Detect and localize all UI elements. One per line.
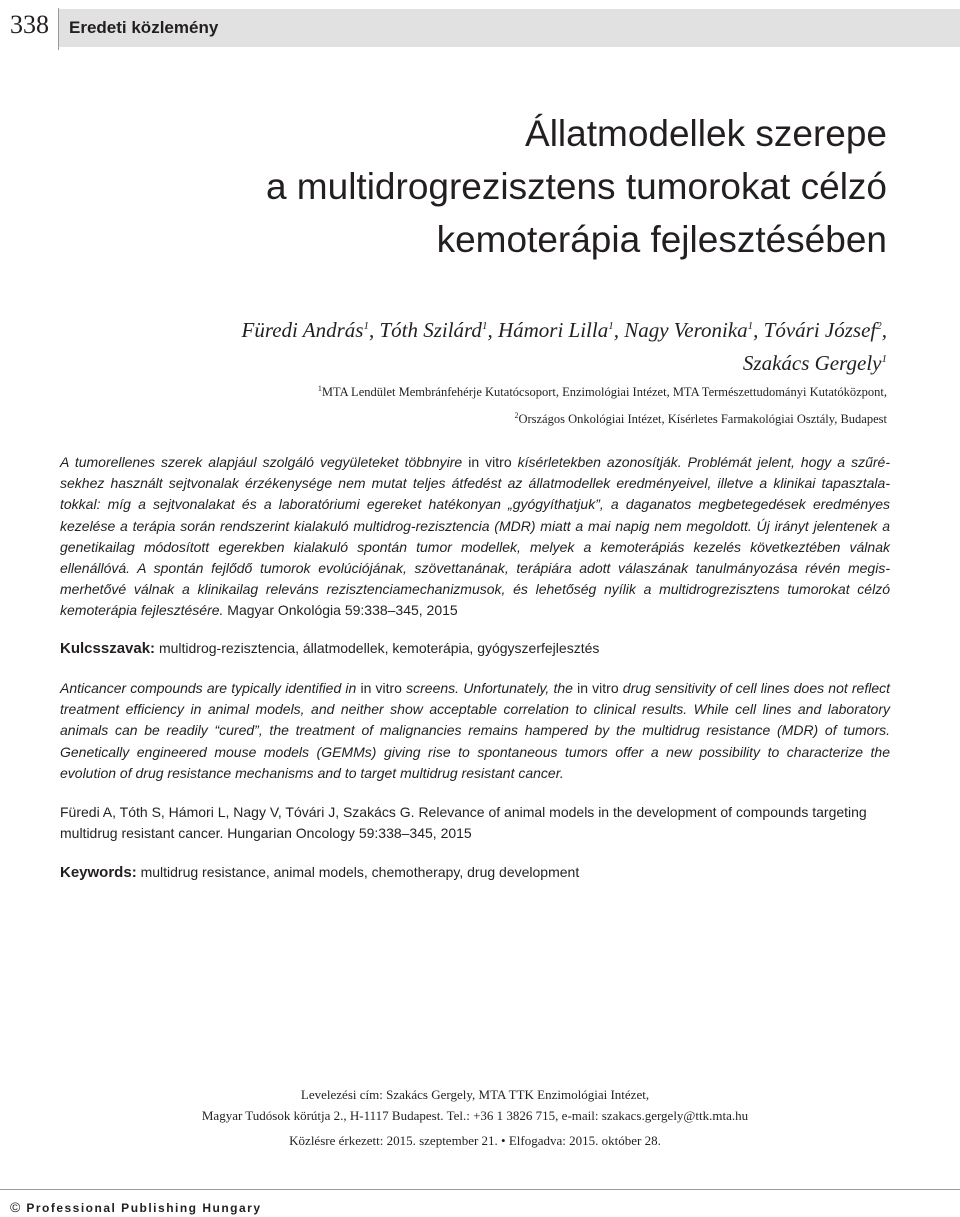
title-line-2: a multidrogrezisztens tumorokat célzó: [265, 166, 887, 207]
keywords-hu-text: multidrog-rezisztencia, állatmodellek, kemoterápia, gyógyszerfejlesztés: [155, 640, 600, 656]
section-bar: [59, 9, 960, 47]
correspondence-line-2: Magyar Tudósok körútja 2., H-1117 Budapest. Tel.: +36 1 3826 715, e-mail: szakacs.gergely@ttk.mta.hu: [201, 1108, 749, 1123]
author-affiliation-mark: 1: [881, 353, 887, 365]
received-accepted-dates: Közlésre érkezett: 2015. szeptember 21. • Elfogadva: 2015. október 28.: [289, 1133, 661, 1148]
section-label: Eredeti közlemény: [69, 18, 219, 37]
author-affiliation-mark: 1: [608, 320, 614, 332]
author: Füredi András: [241, 318, 364, 342]
abstract-en-in-vitro: in vitro: [360, 680, 402, 696]
page-number: 338: [10, 10, 49, 39]
title-line-3: kemoterápia fejlesztésében: [436, 219, 887, 260]
affiliation-1: [67, 377, 887, 404]
footer-divider: [0, 1189, 960, 1190]
article-title: [27, 107, 887, 266]
keywords-en-label: Keywords:: [60, 864, 137, 881]
author-separator: ,: [368, 318, 380, 342]
abstract-en-text: screens. Unfortunately, the: [401, 680, 578, 696]
correspondence-address: [60, 1084, 890, 1126]
abstract-hu-text: kísérletekben azonosítják. Problémát jelent, hogy a szűrésekhez használt sejtvonalak érzékenysége nem mutat teljes átfedést az állatmodellek eredményeivel, illetve a klinikai tapasztalatokkal: míg a sejtvonalakat és a laboratóriumi egereket hatékonyan „gyógyíthatjuk”, a daganatos megbetegedések eredményes kezelése a terápia során rendszerint kialakuló multidrog-rezisztencia (MDR) miatt a mai napig nem megoldott. Új irányt jelentenek a genetikailag módosított egerekben kialakuló spontán tumor modellek, melyek a kemoterápiás kezelés következtében válnak ellenállóvá. A spontán fejlődő tumorok evolúciójának, szövettanának, terápiára adott válaszának tanulmányozása révén megismerhetővé válnak a klinikailag releváns rezisztenciamechanizmusok, és lehetőség nyílik a multidrogrezisztens tumorokat célzó kemoterápia fejlesztésére.: [60, 454, 891, 619]
author-affiliation-mark: 1: [481, 320, 488, 332]
affiliation-number: 2: [514, 411, 519, 421]
abstract-en-in-vitro: in vitro: [577, 680, 619, 696]
author: Hámori Lilla: [497, 318, 609, 342]
author-separator: ,: [487, 318, 498, 342]
keywords-hu-label: Kulcsszavak:: [60, 640, 156, 657]
copyright-icon: ©: [10, 1199, 21, 1215]
author-affiliation-mark: 1: [747, 320, 754, 332]
abstract-hungarian: [60, 452, 890, 622]
abstract-hu-text: A tumorellenes szerek alapjául szolgáló vegyületeket többnyire: [60, 454, 469, 470]
abstract-english: [60, 678, 890, 784]
page-footer: [10, 1199, 262, 1215]
correspondence-line-1: Levelezési cím: Szakács Gergely, MTA TTK Enzimológiai Intézet,: [300, 1087, 650, 1102]
affiliation-text: Országos Onkológiai Intézet, Kísérletes Farmakológiai Osztály, Budapest: [518, 412, 887, 427]
author: Nagy Veronika: [624, 318, 748, 342]
author: Tóth Szilárd: [379, 318, 482, 342]
affiliations: [67, 377, 887, 431]
author-separator: ,: [881, 318, 887, 342]
abstract-en-text: drug sensitivity of cell lines does not reflect treatment efficiency in animal models, and neither show acceptable correlation to clinical results. While cell lines and laboratory animals can be readily “cured”, the treatment of malignancies remains hampered by the multidrug resistance (MDR) of tumors. Genetically engineered mouse models (GEMMs) giving rise to spontaneous tumors offer a new possibility to characterize the evolution of drug resistance mechanisms and to target multidrug resistant cancer.: [60, 680, 891, 781]
author-separator: ,: [753, 318, 764, 342]
keywords-hungarian: [60, 638, 890, 659]
abstract-en-text: Anticancer compounds are typically identified in: [60, 680, 361, 696]
keywords-english: [60, 862, 890, 883]
citation-english: Füredi A, Tóth S, Hámori L, Nagy V, Tóvári J, Szakács G. Relevance of animal models in the development of compounds targeting multidrug resistant cancer. Hungarian Oncology 59:338–345, 2015: [60, 804, 867, 842]
affiliation-text: MTA Lendület Membránfehérje Kutatócsoport, Enzimológiai Intézet, MTA Természettudományi Kutatóközpont,: [321, 385, 887, 400]
affiliation-number: 1: [317, 384, 322, 393]
author: Tóvári József: [763, 318, 877, 342]
keywords-en-text: multidrug resistance, animal models, chemotherapy, drug development: [136, 864, 580, 880]
author: Szakács Gergely: [742, 351, 882, 375]
author-list: [67, 312, 887, 378]
page-header: [0, 0, 960, 56]
abstract-hu-citation: Magyar Onkológia 59:338–345, 2015: [223, 602, 458, 619]
title-line-1: Állatmodellek szerepe: [525, 113, 887, 154]
author-affiliation-mark: 1: [363, 320, 369, 332]
author-separator: ,: [613, 318, 625, 342]
author-affiliation-mark: 2: [876, 320, 882, 332]
affiliation-2: [67, 404, 887, 431]
abstract-hu-in-vitro: in vitro: [468, 454, 512, 470]
publisher-name: Professional Publishing Hungary: [26, 1201, 262, 1215]
